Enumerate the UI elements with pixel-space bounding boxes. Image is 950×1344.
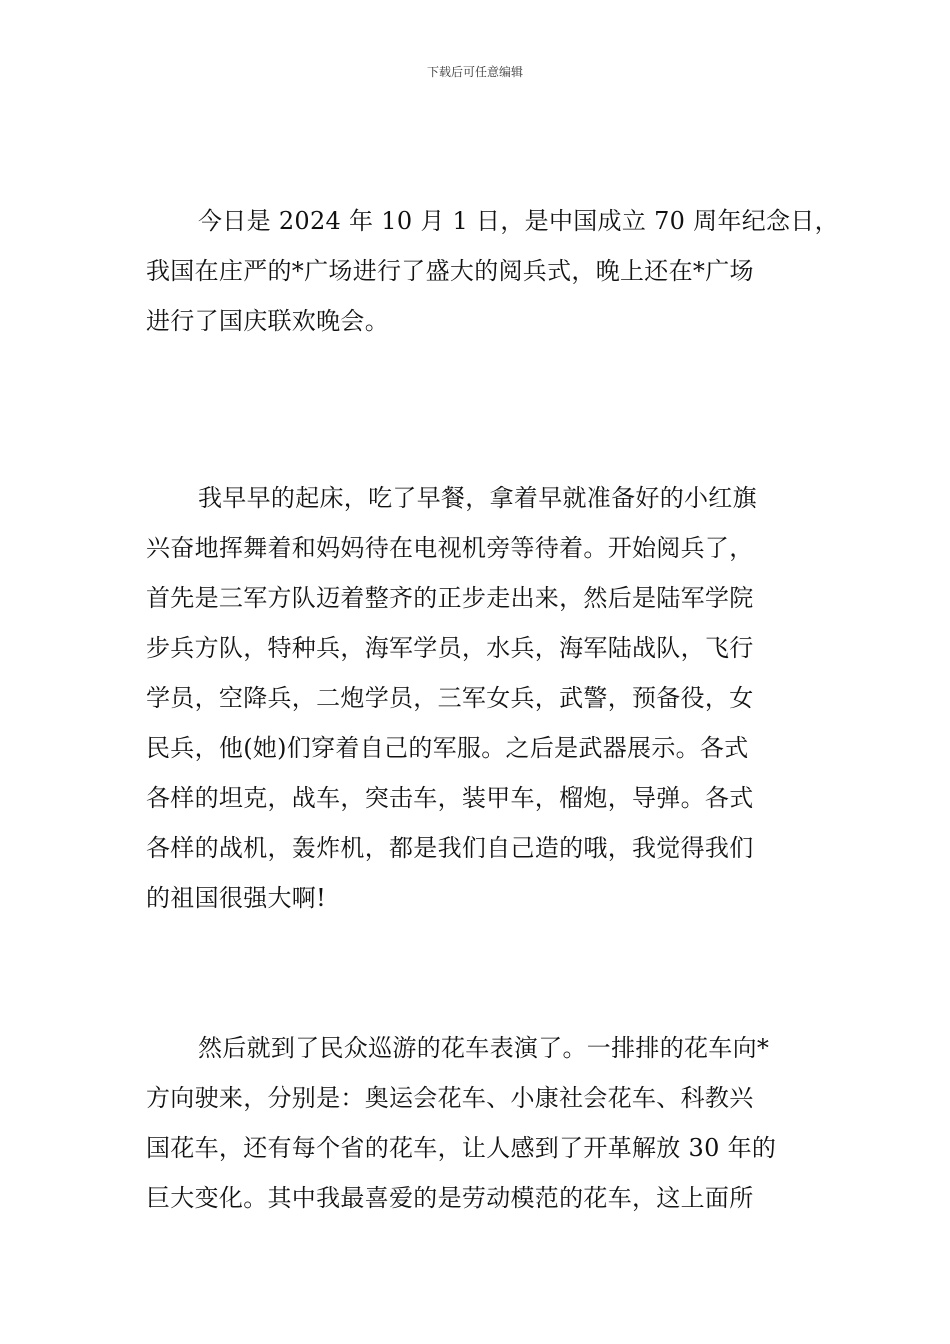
- page-header: 下载后可任意编辑: [426, 65, 523, 79]
- text-line: 民兵，他(她)们穿着自己的军服。之后是武器展示。各式: [146, 734, 749, 762]
- text-line: 步兵方队，特种兵，海军学员，水兵，海军陆战队，飞行: [146, 634, 754, 662]
- text-line: 我国在庄严的*广场进行了盛大的阅兵式，晚上还在*广场: [146, 257, 754, 285]
- paragraph-2: [146, 473, 822, 923]
- text-line: 兴奋地挥舞着和妈妈待在电视机旁等待着。开始阅兵了，: [146, 534, 754, 562]
- text-line: 各样的战机，轰炸机，都是我们自己造的哦，我觉得我们: [146, 834, 754, 862]
- text-line: 我早早的起床，吃了早餐，拿着早就准备好的小红旗: [198, 484, 757, 512]
- text-line: 各样的坦克，战车，突击车，装甲车，榴炮，导弹。各式: [146, 784, 754, 812]
- paragraph-1: [146, 196, 839, 346]
- text-line: 进行了国庆联欢晚会。: [146, 307, 389, 335]
- paragraph-3: [146, 1023, 822, 1223]
- text-line: 今日是 2024 年 10 月 1 日，是中国成立 70 周年纪念日，: [198, 207, 839, 235]
- text-line: 方向驶来，分别是：奥运会花车、小康社会花车、科教兴: [146, 1084, 754, 1112]
- text-line: 国花车，还有每个省的花车，让人感到了开革解放 30 年的: [146, 1134, 777, 1162]
- text-line: 首先是三军方队迈着整齐的正步走出来，然后是陆军学院: [146, 584, 754, 612]
- text-line: 的祖国很强大啊!: [146, 884, 327, 912]
- text-line: 学员，空降兵，二炮学员，三军女兵，武警，预备役，女: [146, 684, 754, 712]
- text-line: 巨大变化。其中我最喜爱的是劳动模范的花车，这上面所: [146, 1184, 754, 1212]
- text-line: 然后就到了民众巡游的花车表演了。一排排的花车向*: [198, 1034, 770, 1062]
